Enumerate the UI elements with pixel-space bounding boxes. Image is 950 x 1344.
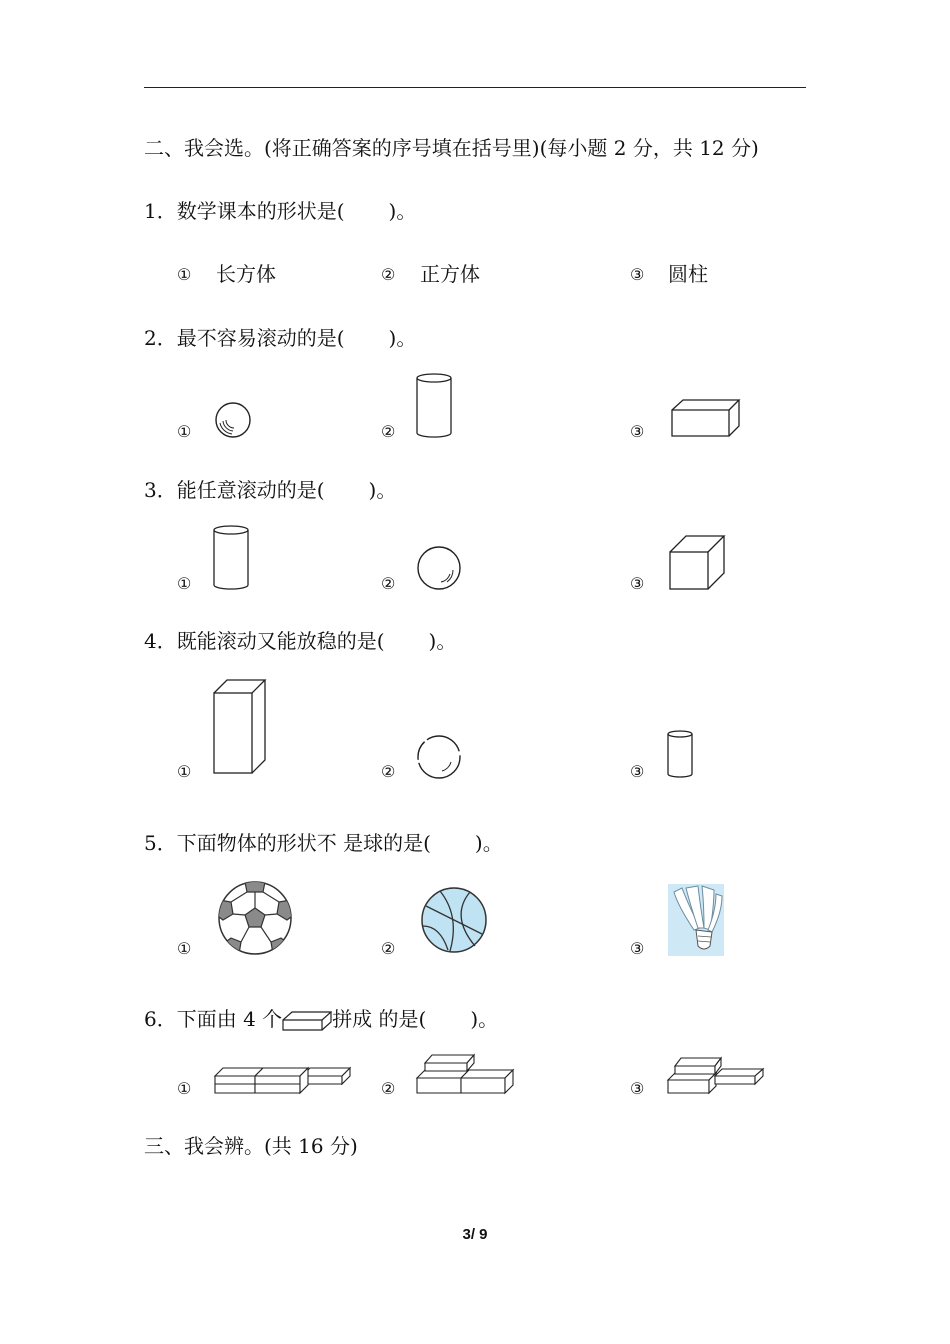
option-mark: ③ — [630, 265, 645, 284]
option-mark: ① — [177, 574, 192, 593]
bricks-a-figure — [214, 1062, 354, 1096]
question-close: )。 — [388, 199, 417, 223]
cube-figure — [669, 535, 727, 591]
brick-icon — [282, 1010, 332, 1032]
basketball-figure — [420, 886, 488, 954]
option-label: 正方体 — [420, 262, 480, 286]
header-rule — [144, 87, 806, 88]
question-number: 6． — [144, 1007, 177, 1031]
question-text: 下面物体的形状不 是球的是( — [176, 831, 431, 855]
option-mark: ② — [381, 939, 396, 958]
question-text-after: 拼成 的是( — [332, 1007, 427, 1031]
sphere-figure — [417, 735, 463, 781]
option-mark: ② — [381, 422, 396, 441]
question-number: 4． — [144, 629, 177, 653]
shuttlecock-figure — [668, 884, 724, 956]
question-number: 1． — [144, 199, 177, 223]
sphere-figure — [417, 546, 463, 592]
option-mark: ③ — [630, 939, 645, 958]
question-number: 2． — [144, 326, 177, 350]
option-mark: ② — [381, 762, 396, 781]
option-mark: ③ — [630, 422, 645, 441]
question-close: )。 — [470, 1007, 499, 1031]
option-label: 圆柱 — [668, 262, 708, 286]
option-mark: ① — [177, 939, 192, 958]
question-6 — [144, 1007, 498, 1032]
tall-cuboid-figure — [213, 679, 269, 776]
page-number: 3/ 9 — [462, 1226, 488, 1243]
cylinder-figure — [667, 730, 695, 780]
question-4 — [144, 629, 456, 653]
option-label: 长方体 — [216, 262, 276, 286]
sphere-figure — [214, 401, 254, 441]
option-mark: ③ — [630, 762, 645, 781]
cuboid-figure — [671, 398, 743, 440]
question-number: 5． — [144, 831, 177, 855]
question-text: 数学课本的形状是( — [176, 199, 345, 223]
option-mark: ① — [177, 1079, 192, 1098]
question-close: )。 — [388, 326, 417, 350]
question-1 — [144, 199, 416, 223]
question-text: 能任意滚动的是( — [176, 478, 325, 502]
question-close: )。 — [474, 831, 503, 855]
soccer-ball-figure — [217, 880, 295, 956]
question-3 — [144, 478, 396, 502]
option-mark: ② — [381, 1079, 396, 1098]
option-mark: ① — [177, 265, 192, 284]
section-2-title: 二、我会选。(将正确答案的序号填在括号里)(每小题 2 分，共 12 分) — [144, 136, 759, 160]
bricks-b-figure — [416, 1052, 522, 1096]
cylinder-figure — [213, 525, 251, 593]
question-close: )。 — [368, 478, 397, 502]
question-text: 既能滚动又能放稳的是( — [176, 629, 385, 653]
question-text-before: 下面由 4 个 — [176, 1007, 283, 1031]
section-3-title: 三、我会辨。(共 16 分) — [144, 1134, 358, 1158]
option-mark: ③ — [630, 1079, 645, 1098]
option-mark: ① — [177, 422, 192, 441]
question-2 — [144, 326, 416, 350]
option-mark: ③ — [630, 574, 645, 593]
question-5 — [144, 831, 503, 855]
cylinder-figure — [416, 373, 454, 441]
question-text: 最不容易滚动的是( — [176, 326, 345, 350]
question-close: )。 — [428, 629, 457, 653]
option-mark: ② — [381, 265, 396, 284]
option-mark: ② — [381, 574, 396, 593]
option-mark: ① — [177, 762, 192, 781]
question-number: 3． — [144, 478, 177, 502]
bricks-c-figure — [667, 1054, 767, 1096]
